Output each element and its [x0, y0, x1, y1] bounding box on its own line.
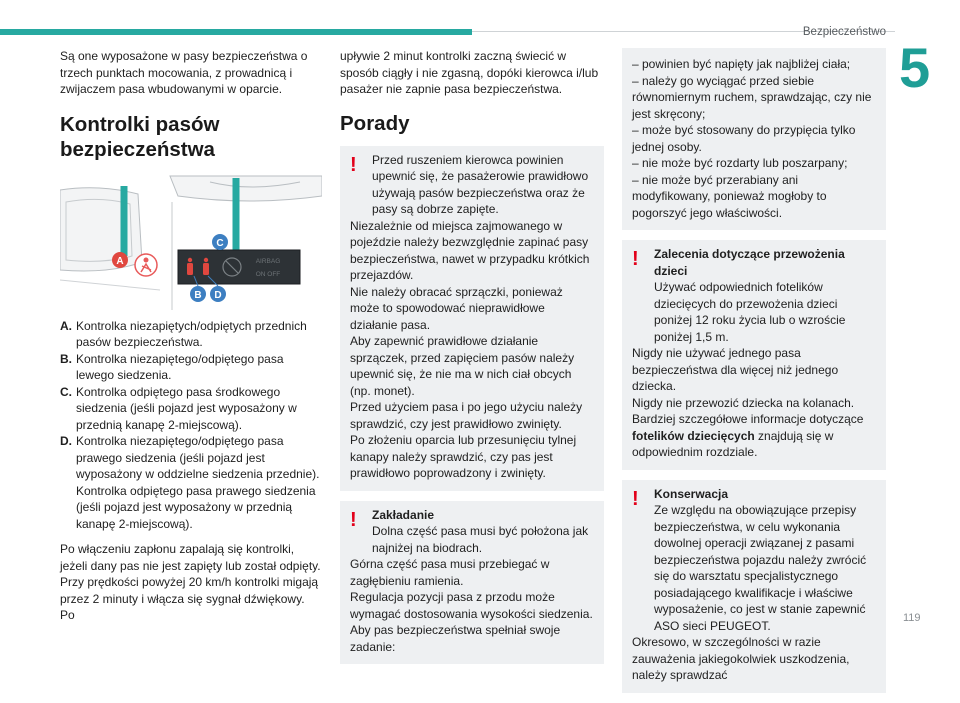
svg-text:B: B: [194, 289, 202, 301]
heading-advice: Porady: [340, 111, 410, 135]
heading-seatbelt-lights: Kontrolki pasów bezpieczeństwa: [60, 112, 220, 161]
ignition-paragraph: Po włączeniu zapłonu zapalają się kontrolki, jeżeli dany pas nie jest zapięty lub został odpięty.: [60, 542, 321, 573]
legend-item-d: D. Kontrolka niezapiętego/odpiętego pasa prawego siedzenia (jeśli pojazd jest wyposażony w oddzielne siedzenia przednie). Kontrolka odpiętego pasa prawego siedzenia (jeśli pojazd jest wyposażony w przednią kanapę 2-miejscową).: [60, 434, 320, 531]
warning-icon: !: [350, 153, 357, 176]
maintenance-title: Konserwacja: [654, 486, 729, 501]
section-title: Bezpieczeństwo: [802, 26, 886, 38]
legend-item-b: B. Kontrolka niezapiętego/odpiętego pasa lewego siedzenia.: [60, 351, 284, 382]
belt-conditions-box: – powinien być napięty jak najbliżej ciała; – należy go wyciągać przed siebie równomiernym ruchem, sprawdzając, czy nie jest skręcony; – może być stosowany do przypięcia tylko jednej osoby. – nie może być rozdarty lub poszarpany; – nie może być przerabiany ani modyfikowany, ponieważ mogłoby to pogorszyć jego właściwości.: [622, 48, 886, 230]
on-off-text: ON OFF: [255, 270, 281, 278]
legend-list: [60, 318, 322, 533]
dashboard-drawing: [60, 170, 322, 310]
speed-paragraph: Przy prędkości powyżej 20 km/h kontrolki migają przez 2 minuty i włącza się sygnał dźwiękowy. Po: [60, 575, 319, 622]
svg-text:D: D: [214, 289, 222, 301]
warning-icon: !: [350, 508, 357, 531]
continuation-paragraph: upływie 2 minut kontrolki zaczną świecić w sposób ciągły i nie zgasną, dopóki kierowca i/lub pasażer nie zapnie pasa bezpieczeństwa.: [340, 49, 599, 96]
advice-box: ! Przed ruszeniem kierowca powinien upewnić się, że pasażerowie prawidłowo używają pasów bezpieczeństwa oraz że pasy są dobrze zapięte. Niezależnie od miejsca zajmowanego w pojeździe należy bezwzględnie zapinać pasy bezpieczeństwa, nawet w przypadku krótkich przejazdów. Nie należy obracać sprzączki, ponieważ może to spowodować nieprawidłowe działanie pasa. Aby zapewnić prawidłowe działanie sprzączek, przed zapięciem pasów należy upewnić się, że nie ma w nich ciał obcych (np. monet). Przed użyciem pasa i po jego użyciu należy sprawdzić, czy jest prawidłowo zwinięty. Po złożeniu oparcia lub przesunięciu tylnej kanapy należy sprawdzić, czy pas jest prawidłowo poprowadzony i zwinięty.: [340, 146, 604, 491]
column-left: [60, 48, 322, 624]
dashboard-illustration: [60, 170, 322, 310]
children-box: ! Zalecenia dotyczące przewożenia dzieci Używać odpowiednich fotelików dziecięcych do przewożenia dzieci poniżej 12 roku życia lub o wzroście poniżej 1,5 m. Nigdy nie używać jednego pasa bezpieczeństwa dla więcej niż jednego dziecka. Nigdy nie przewozić dziecka na kolanach. Bardziej szczegółowe informacje dotyczące fotelików dziecięcych znajdują się w odpowiednim rozdziale.: [622, 240, 886, 470]
legend-item-a: A. Kontrolka niezapiętych/odpiętych przednich pasów bezpieczeństwa.: [60, 318, 307, 349]
header-accent-bar: [0, 29, 472, 35]
warning-icon: !: [632, 487, 639, 510]
fitting-box: ! Zakładanie Dolna część pasa musi być położona jak najniżej na biodrach. Górna część pasa musi przebiegać w zagłębieniu ramienia. Regulacja pozycji pasa z przodu może wymagać dostosowania wysokości siedzenia. Aby pas bezpieczeństwa spełniał swoje zadanie:: [340, 501, 604, 665]
maintenance-box: ! Konserwacja Ze względu na obowiązujące przepisy bezpieczeństwa, w celu wykonania dowolnej operacji związanej z pasami bezpieczeństwa pojazdu należy zwrócić się do warsztatu specjalistycznego posiadającego kwalifikacje i właściwe wyposażenie, co jest w stanie zapewnić ASO sieci PEUGEOT. Okresowo, w szczególności w razie zauważenia jakiegokolwiek uszkodzenia, należy sprawdzać: [622, 480, 886, 693]
svg-text:C: C: [216, 237, 224, 249]
fitting-title: Zakładanie: [372, 507, 435, 522]
page-number: 119: [903, 612, 921, 624]
intro-paragraph: Są one wyposażone w pasy bezpieczeństwa o trzech punktach mocowania, z prowadnicą i zwijaczem pasa wbudowanymi w oparcie.: [60, 49, 308, 96]
children-title: Zalecenia dotyczące przewożenia dzieci: [654, 247, 845, 278]
indicator-panel: [178, 250, 300, 284]
label-a-text: A: [116, 255, 124, 267]
warning-icon: !: [632, 248, 639, 270]
chapter-number: 5: [899, 36, 931, 99]
column-middle: [340, 48, 604, 674]
airbag-text: AIRBAG: [255, 257, 281, 265]
legend-item-c: C. Kontrolka odpiętego pasa środkowego siedzenia (jeśli pojazd jest wyposażony w przednią kanapę 2-miejscową).: [60, 384, 297, 432]
column-right: [622, 48, 886, 703]
